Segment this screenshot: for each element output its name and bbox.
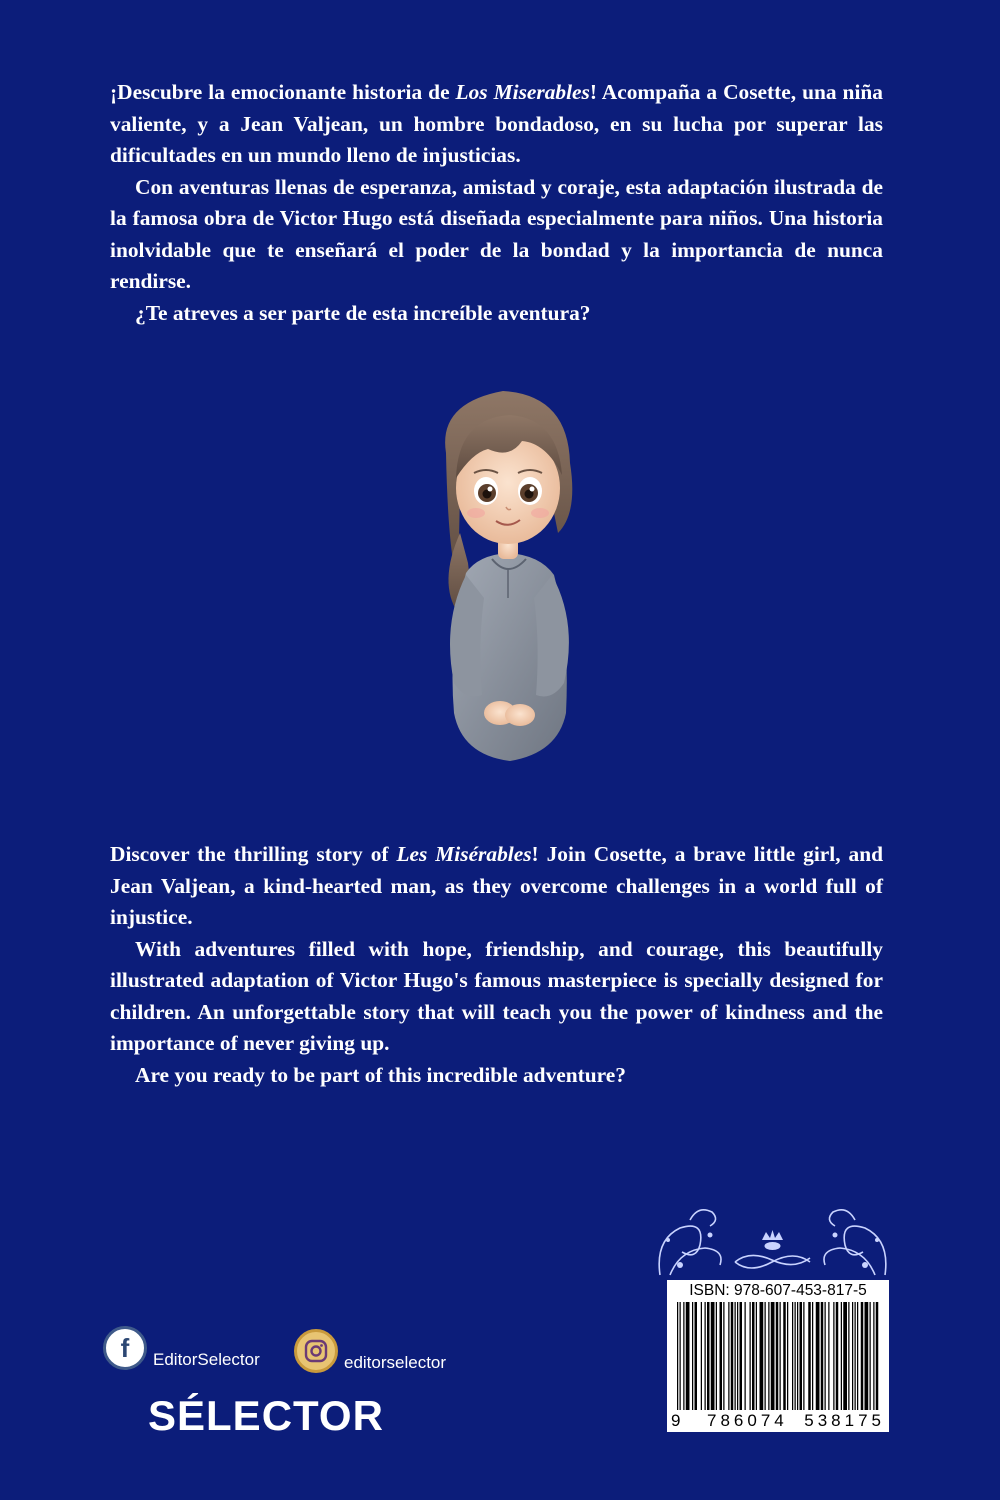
- barcode-bar: [825, 1302, 826, 1410]
- cosette-illustration: [418, 383, 598, 768]
- english-paragraph-2: With adventures filled with hope, friendship, and courage, this beautifully illustrated adaptation of Victor Hugo's famous masterpiece is specially designed for children. An unforgettable story that will teach you the power of kindness and the importance of never giving up.: [110, 936, 883, 1055]
- barcode-bar: [677, 1302, 678, 1410]
- spanish-paragraph-1: ¡Descubre la emocionante historia de Los Miserables! Acompaña a Cosette, una niña valiente, y a Jean Valjean, un hombre bondadoso, en su lucha por superar las dificultades en un mundo lleno de injusticias.: [110, 80, 883, 167]
- barcode-bar: [852, 1302, 853, 1410]
- barcode-bar: [870, 1302, 871, 1410]
- barcode-bar: [768, 1302, 769, 1410]
- barcode-bar: [707, 1302, 710, 1410]
- barcode-bar: [792, 1302, 793, 1410]
- barcode-bar: [740, 1302, 743, 1410]
- barcode-bar: [756, 1302, 757, 1410]
- decorative-ornament: [650, 1200, 895, 1280]
- barcode-bar: [735, 1302, 736, 1410]
- barcode-bar: [841, 1302, 842, 1410]
- publisher-logo: SÉLECTOR: [148, 1392, 384, 1439]
- spanish-book-title: Los Miserables: [455, 80, 590, 104]
- barcode-bar: [873, 1302, 874, 1410]
- barcode-bar: [843, 1302, 847, 1410]
- barcode-bar: [728, 1302, 729, 1410]
- barcode-bar: [776, 1302, 779, 1410]
- barcode-bar: [861, 1302, 864, 1410]
- barcode-digits-left: 786074: [707, 1411, 788, 1430]
- english-book-title: Les Misérables: [396, 842, 532, 866]
- barcode-digit-prefix: 9: [671, 1411, 681, 1430]
- barcode-bar: [828, 1302, 829, 1410]
- spanish-blurb: [110, 77, 883, 329]
- barcode-bar: [723, 1302, 724, 1410]
- barcode-bar: [692, 1302, 693, 1410]
- barcode-bar: [812, 1302, 813, 1410]
- barcode-bars: [677, 1302, 881, 1410]
- barcode-bar: [737, 1302, 738, 1410]
- barcode-bar: [876, 1302, 879, 1410]
- barcode-bar: [745, 1302, 746, 1410]
- barcode-bar: [705, 1302, 706, 1410]
- instagram-handle: editorselector: [344, 1353, 447, 1372]
- isbn-barcode: [667, 1280, 889, 1432]
- barcode-bar: [836, 1302, 839, 1410]
- barcode-bar: [695, 1302, 698, 1410]
- barcode-bar: [833, 1302, 834, 1410]
- facebook-handle: EditorSelector: [153, 1350, 260, 1369]
- barcode-bar: [752, 1302, 755, 1410]
- barcode-bar: [808, 1302, 811, 1410]
- instagram-icon: [294, 1329, 338, 1373]
- barcode-bar: [803, 1302, 804, 1410]
- instagram-social: [294, 1329, 446, 1373]
- barcode-bar: [720, 1302, 723, 1410]
- barcode-bar: [780, 1302, 781, 1410]
- barcode-digits: [667, 1411, 889, 1431]
- english-paragraph-3: Are you ready to be part of this incredible adventure?: [135, 1062, 626, 1087]
- barcode-digits-right: 538175: [804, 1411, 885, 1430]
- barcode-bar: [683, 1302, 684, 1410]
- barcode-bar: [686, 1302, 690, 1410]
- spanish-paragraph-3: ¿Te atreves a ser parte de esta increíble aventura?: [135, 300, 591, 325]
- isbn-label: ISBN: 978-607-453-817-5: [689, 1282, 867, 1299]
- barcode-bar: [783, 1302, 786, 1410]
- barcode-bar: [701, 1302, 702, 1410]
- barcode-bar: [760, 1302, 764, 1410]
- barcode-bar: [750, 1302, 751, 1410]
- facebook-social: [103, 1326, 260, 1370]
- barcode-bar: [816, 1302, 820, 1410]
- barcode-bar: [797, 1302, 798, 1410]
- barcode-bar: [771, 1302, 775, 1410]
- barcode-bar: [765, 1302, 766, 1410]
- barcode-bar: [787, 1302, 788, 1410]
- barcode-bar: [857, 1302, 858, 1410]
- spanish-paragraph-2: Con aventuras llenas de esperanza, amistad y coraje, esta adaptación ilustrada de la famosa obra de Victor Hugo está diseñada especialmente para niños. Una historia inolvidable que te enseñará el poder de la bondad y la importancia de nunca rendirse.: [110, 174, 883, 293]
- english-blurb: [110, 839, 883, 1091]
- barcode-bar: [848, 1302, 849, 1410]
- english-paragraph-1: Discover the thrilling story of Les Misérables! Join Cosette, a brave little girl, and Jean Valjean, a kind-hearted man, as they overcome challenges in a world full of injustice.: [110, 842, 883, 929]
- barcode-bar: [865, 1302, 869, 1410]
- barcode-bar: [795, 1302, 796, 1410]
- barcode-bar: [680, 1302, 681, 1410]
- barcode-bar: [716, 1302, 717, 1410]
- facebook-icon: f: [103, 1326, 147, 1370]
- barcode-bar: [711, 1302, 715, 1410]
- barcode-bar: [800, 1302, 803, 1410]
- barcode-bar: [731, 1302, 734, 1410]
- barcode-bar: [855, 1302, 856, 1410]
- barcode-bar: [821, 1302, 824, 1410]
